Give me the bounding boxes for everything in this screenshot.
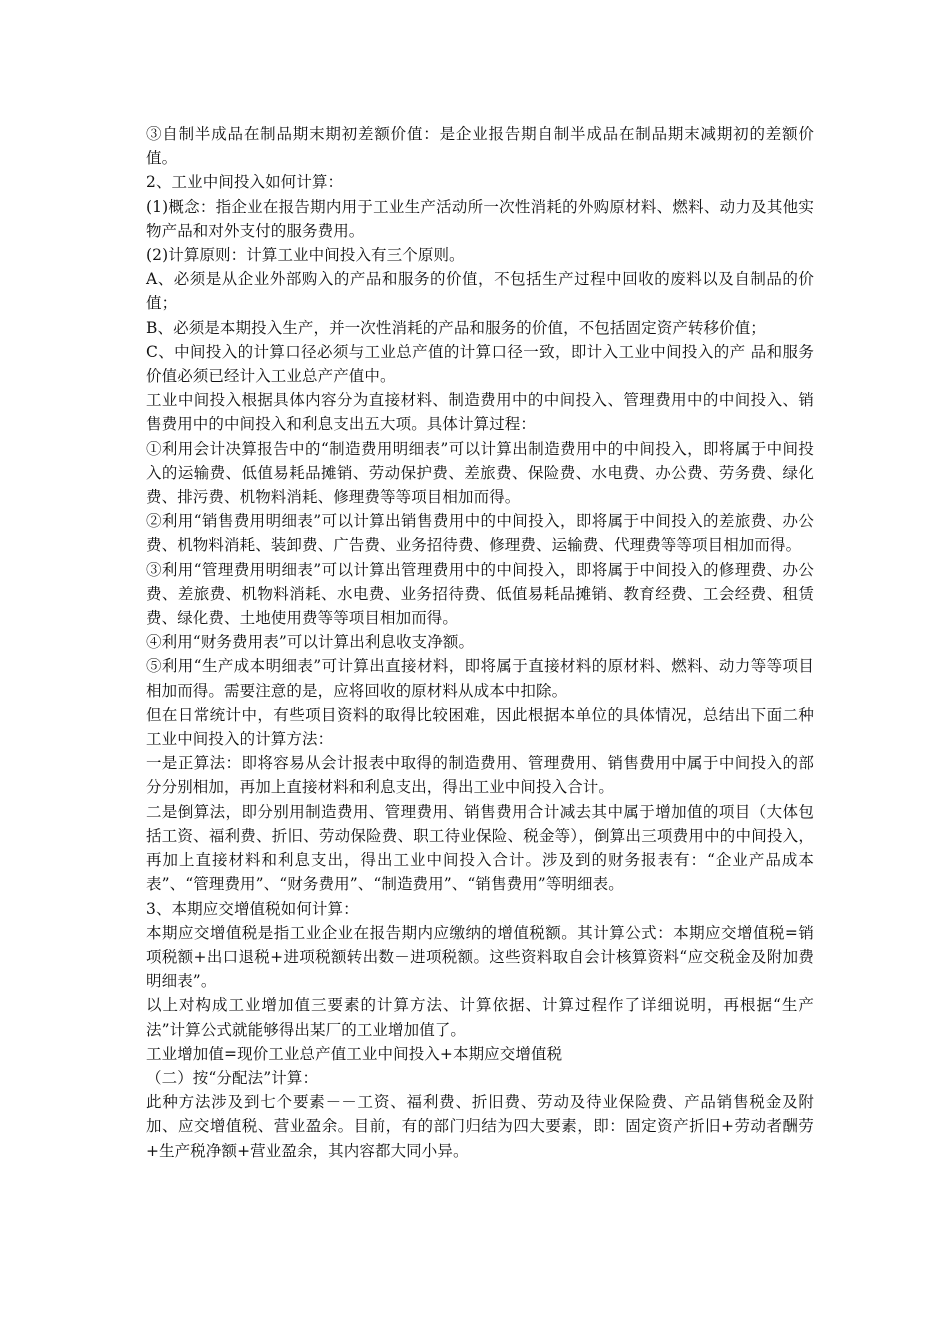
formula-line: 工业增加值=现价工业总产值工业中间投入+本期应交增值税 [146,1044,563,1063]
paragraph: 工业中间投入根据具体内容分为直接材料、制造费用中的中间投入、管理费用中的中间投入、销售费用中的中间投入和利息支出五大项。具体计算过程： [146,391,814,434]
paragraph: ③自制半成品在制品期末期初差额价值：是企业报告期自制半成品在制品期末减期初的差额价值。 [146,125,814,168]
paragraph: B、必须是本期投入生产，并一次性消耗的产品和服务的价值，不包括固定资产转移价值； [146,318,766,337]
paragraph: ②利用“销售费用明细表”可以计算出销售费用中的中间投入，即将属于中间投入的差旅费、办公费、机物料消耗、装卸费、广告费、业务招待费、修理费、运输费、代理费等等项目相加而得。 [146,512,814,555]
paragraph: 本期应交增值税是指工业企业在报告期内应缴纳的增值税额。其计算公式：本期应交增值税=销项税额+出口退税+进项税额转出数－进项税额。这些资料取自会计核算资料“应交税金及附加费明细表”。 [146,923,814,991]
paragraph: A、必须是从企业外部购入的产品和服务的价值，不包括生产过程中回收的废料以及自制品的价值； [146,270,814,313]
paragraph: ⑤利用“生产成本明细表”可计算出直接材料，即将属于直接材料的原材料、燃料、动力等等项目相加而得。需要注意的是，应将回收的原材料从成本中扣除。 [146,657,814,700]
paragraph: 以上对构成工业增加值三要素的计算方法、计算依据、计算过程作了详细说明，再根据“生产法”计算公式就能够得出某厂的工业增加值了。 [146,996,814,1039]
section-heading: （二）按“分配法”计算： [146,1068,319,1087]
document-body [146,122,814,1163]
section-heading: 2、工业中间投入如何计算： [146,173,344,192]
paragraph: ①利用会计决算报告中的“制造费用明细表”可以计算出制造费用中的中间投入，即将属于中间投入的运输费、低值易耗品摊销、劳动保护费、差旅费、保险费、水电费、办公费、劳务费、绿化费、排污费、机物料消耗、修理费等等项目相加而得。 [146,439,814,507]
paragraph: 此种方法涉及到七个要素－－工资、福利费、折旧费、劳动及待业保险费、产品销售税金及附加、应交增值税、营业盈余。目前，有的部门归结为四大要素，即：固定资产折旧+劳动者酬劳+生产税净额+营业盈余，其内容都大同小异。 [146,1093,814,1160]
paragraph: ③利用“管理费用明细表”可以计算出管理费用中的中间投入，即将属于中间投入的修理费、办公费、差旅费、机物料消耗、水电费、业务招待费、低值易耗品摊销、教育经费、工会经费、租赁费、绿化费、土地使用费等等项目相加而得。 [146,560,814,628]
section-heading: 3、本期应交增值税如何计算： [146,899,359,918]
paragraph: 一是正算法：即将容易从会计报表中取得的制造费用、管理费用、销售费用中属于中间投入的部分分别相加，再加上直接材料和利息支出，得出工业中间投入合计。 [146,754,814,797]
paragraph: 但在日常统计中，有些项目资料的取得比较困难，因此根据本单位的具体情况，总结出下面二种工业中间投入的计算方法： [146,705,814,749]
paragraph: (2)计算原则：计算工业中间投入有三个原则。 [146,246,465,265]
paragraph: C、中间投入的计算口径必须与工业总产值的计算口径一致，即计入工业中间投入的产 品和服务价值必须已经计入工业总产产值中。 [146,342,814,386]
paragraph: (1)概念：指企业在报告期内用于工业生产活动所一次性消耗的外购原材料、燃料、动力及其他实物产品和对外支付的服务费用。 [146,197,814,240]
paragraph: 二是倒算法，即分别用制造费用、管理费用、销售费用合计减去其中属于增加值的项目（大体包括工资、福利费、折旧、劳动保险费、职工待业保险、税金等），倒算出三项费用中的中间投入，再加上直接材料和利息支出，得出工业中间投入合计。涉及到的财务报表有：“企业产品成本表”、“管理费用”、“财务费用”、“制造费用”、“销售费用”等明细表。 [146,802,814,894]
paragraph: ④利用“财务费用表”可以计算出利息收支净额。 [146,633,475,652]
